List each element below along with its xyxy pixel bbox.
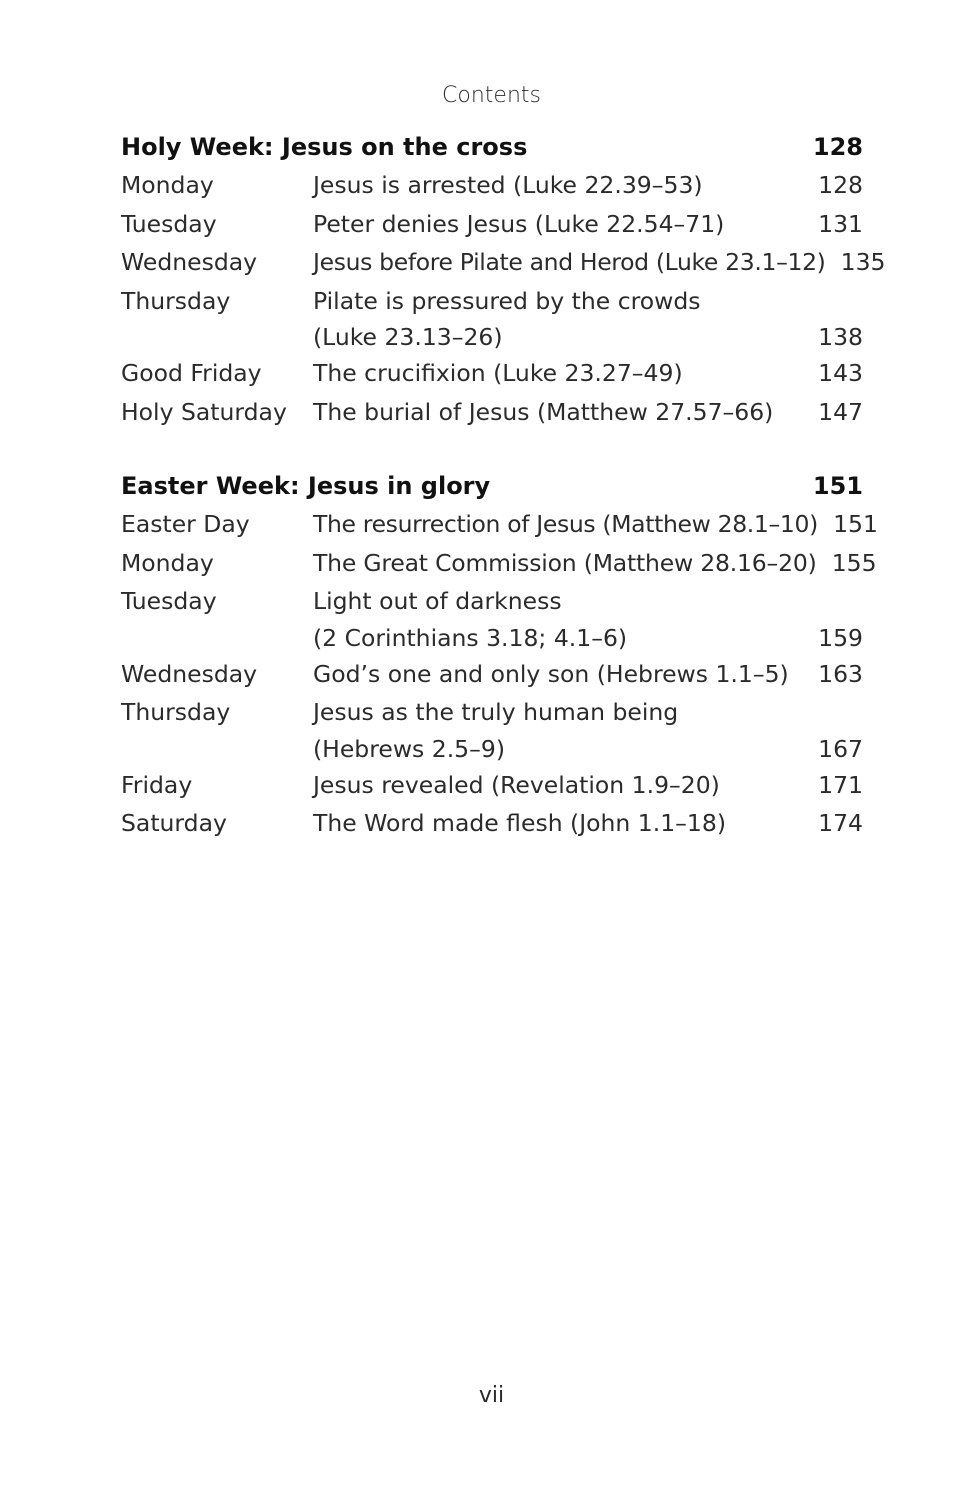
entry-title-line2: (Hebrews 2.5–9): [313, 734, 505, 763]
entry-title: The crucifixion (Luke 23.27–49): [313, 359, 683, 387]
toc-entry[interactable]: [121, 544, 877, 583]
entry-title: The burial of Jesus (Matthew 27.57–66): [313, 397, 774, 426]
entry-page-number: 171: [818, 770, 863, 799]
toc-entry[interactable]: [121, 766, 863, 805]
toc-entry[interactable]: [121, 354, 863, 393]
entry-day: Thursday: [121, 286, 231, 315]
entry-title-line2: (2 Corinthians 3.18; 4.1–6): [313, 623, 628, 652]
toc-entry[interactable]: [121, 282, 863, 355]
entry-title: The Word made flesh (John 1.1–18): [313, 809, 726, 837]
entry-title: [313, 693, 803, 766]
entry-title-line2: (Luke 23.13–26): [313, 323, 503, 351]
toc-entry[interactable]: [121, 582, 863, 655]
entry-day: Wednesday: [121, 248, 258, 276]
entry-title: [313, 582, 803, 655]
table-of-contents: [121, 128, 886, 879]
entry-day: Saturday: [121, 809, 227, 837]
section-title: Holy Week: Jesus on the cross: [121, 133, 528, 161]
entry-title-line1: Light out of darkness: [313, 587, 562, 615]
entry-page-number: 143: [818, 359, 863, 387]
toc-section-holy-week: [121, 128, 886, 431]
entry-title: Jesus before Pilate and Herod (Luke 23.1–12): [313, 248, 826, 276]
toc-section-easter-week: [121, 467, 878, 843]
entry-day: Wednesday: [121, 659, 258, 688]
entry-title: The Great Commission (Matthew 28.16–20): [313, 548, 817, 577]
entry-title-line1: Jesus as the truly human being: [313, 698, 679, 726]
entry-title: The resurrection of Jesus (Matthew 28.1–10): [313, 510, 818, 538]
entry-page-number: 135: [840, 248, 886, 276]
entry-page-number: 159: [818, 623, 863, 652]
toc-entry[interactable]: [121, 243, 886, 282]
toc-entry[interactable]: [121, 655, 863, 694]
entry-page-number: 138: [818, 323, 863, 351]
entry-page-number: 147: [818, 397, 863, 426]
entry-page-number: 167: [818, 734, 863, 763]
toc-entry[interactable]: [121, 393, 863, 432]
entry-page-number: 174: [818, 809, 863, 837]
toc-entry[interactable]: [121, 804, 863, 843]
section-page-number: 151: [812, 472, 863, 500]
entry-day: Easter Day: [121, 510, 250, 538]
entry-title: Jesus revealed (Revelation 1.9–20): [313, 770, 720, 799]
page-folio: vii: [478, 1383, 505, 1408]
toc-entry[interactable]: [121, 693, 863, 766]
entry-title: Peter denies Jesus (Luke 22.54–71): [313, 209, 725, 238]
entry-page-number: 163: [818, 659, 863, 688]
entry-page-number: 155: [831, 548, 877, 577]
entry-day: Good Friday: [121, 359, 262, 387]
section-page-number: 128: [812, 133, 863, 161]
entry-day: Monday: [121, 548, 214, 577]
toc-entry[interactable]: [121, 166, 863, 205]
toc-entry[interactable]: [121, 505, 878, 544]
entry-page-number: 151: [833, 510, 878, 538]
entry-title-line1: Pilate is pressured by the crowds: [313, 286, 701, 315]
entry-day: Thursday: [121, 698, 231, 726]
entry-day: Tuesday: [121, 209, 217, 238]
entry-page-number: 128: [818, 171, 863, 199]
toc-entry[interactable]: [121, 205, 863, 244]
entry-page-number: 131: [818, 209, 863, 238]
entry-title: [313, 282, 803, 355]
section-heading[interactable]: [121, 128, 863, 166]
entry-title: Jesus is arrested (Luke 22.39–53): [313, 171, 703, 199]
section-heading[interactable]: [121, 467, 863, 505]
section-title: Easter Week: Jesus in glory: [121, 472, 491, 500]
running-head: Contents: [442, 83, 541, 108]
entry-day: Friday: [121, 770, 193, 799]
entry-title: God’s one and only son (Hebrews 1.1–5): [313, 659, 789, 688]
entry-day: Holy Saturday: [121, 397, 287, 426]
entry-day: Monday: [121, 171, 214, 199]
entry-day: Tuesday: [121, 587, 217, 615]
